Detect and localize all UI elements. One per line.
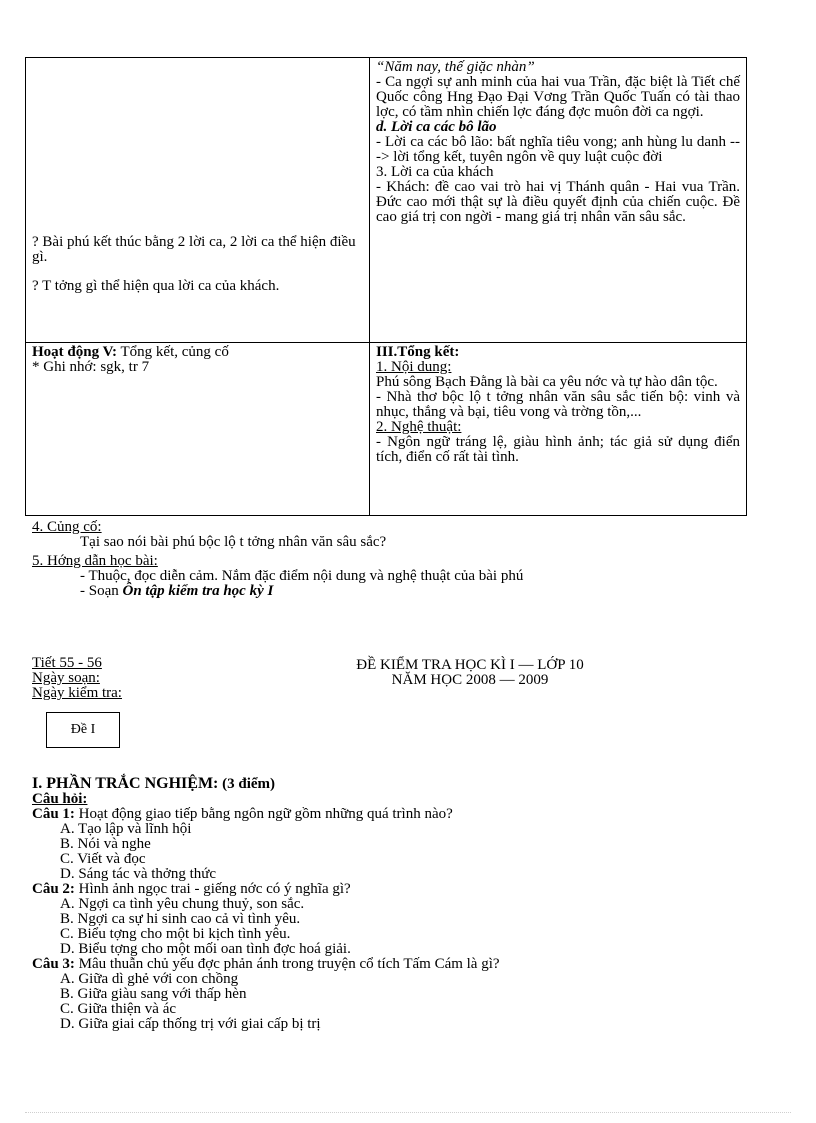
subheading: d. Lời ca các bô lão [376,119,497,135]
answer-option: A. Ngợi ca tình yêu chung thuỷ, son sắc. [60,896,305,912]
paragraph: - Khách: đề cao vai trò hai vị Thánh quân - Hai vua Trần. Đức cao mới thật sự là điều quyết định của chiến cuộc. Đề cao giá trị con ngời - mang giá trị nhân văn sâu sắc. [376,179,740,225]
paragraph: - Ca ngợi sự anh minh của hai vua Trần, đặc biệt là Tiết chế Quốc công Hng Đạo Đại Vơng Trần Quốc Tuấn có tài thao lợc, có tầm nhìn chiến lợc đáng đợc muôn đời ca ngợi. [376,74,740,120]
question-cell [26,58,370,343]
exam-title-line1: ĐỀ KIỂM TRA HỌC KÌ I — LỚP 10 [356,657,584,673]
paragraph: - Lời ca các bô lão: bất nghĩa tiêu vong; anh hùng lu danh ---> lời tổng kết, tuyên ngôn về quy luật cuộc đời [376,134,740,165]
prep-date-label: Ngày soạn: [32,670,100,686]
question-label: Câu 1: [32,806,75,822]
paragraph: - Ngôn ngữ tráng lệ, giàu hình ảnh; tác giả sử dụng điển tích, điển cố rất tài tình. [376,434,740,465]
consolidate-heading: 4. Củng cố: [32,519,102,535]
consolidate-section [32,520,386,550]
answer-option: B. Ngợi ca sự hi sinh cao cả vì tình yêu. [60,911,301,927]
question-text: Hoạt động giao tiếp bằng ngôn ngữ gồm những quá trình nào? [74,806,453,822]
guide-section [32,554,523,599]
activity-title-rest: Tổng kết, củng cố [117,344,229,360]
quiz-question-heading: Câu hỏi: [32,791,88,807]
quiz-section-title: I. PHẦN TRẮC NGHIỆM: [32,775,219,792]
activity-title: Hoạt động V: [32,344,118,360]
summary-cell [370,343,747,516]
answer-option: A. Giữa dì ghẻ với con chồng [60,971,239,987]
guide-line: - Thuộc, đọc diễn cảm. Nắm đặc điểm nội dung và nghệ thuật của bài phú [80,568,524,584]
answer-cell [370,58,747,343]
answer-option: C. Biểu tợng cho một bi kịch tình yêu. [60,926,291,942]
question-1: ? Bài phú kết thúc bằng 2 lời ca, 2 lời ca thể hiện điều gì. [32,233,356,265]
answer-option: B. Nói và nghe [60,836,151,852]
answer-option: D. Biểu tợng cho một mối oan tình đợc hoá giải. [60,941,351,957]
answer-option: B. Giữa giàu sang với thấp hèn [60,986,247,1002]
quiz-section [32,776,792,1032]
question-block [32,882,792,957]
subheading: 1. Nội dung: [376,359,452,375]
answer-option: C. Viết và đọc [60,851,146,867]
answer-option: D. Sáng tác và thởng thức [60,866,217,882]
guide-heading: 5. Hớng dẫn học bài: [32,553,158,569]
question-label: Câu 2: [32,881,75,897]
question-block [32,957,792,1032]
table-row [26,343,747,516]
activity-cell [26,343,370,516]
exam-meta [32,656,122,701]
lesson-table [25,57,747,516]
answer-option: C. Giữa thiện và ác [60,1001,177,1017]
answer-option: D. Giữa giai cấp thống trị với giai cấp bị trị [60,1016,321,1032]
exam-period: Tiết 55 - 56 [32,655,102,671]
exam-title [260,658,680,688]
paragraph: Phú sông Bạch Đằng là bài ca yêu nớc và tự hào dân tộc. [376,374,718,390]
answer-option: A. Tạo lập và lĩnh hội [60,821,192,837]
guide-line-bold: Ôn tập kiểm tra học kỳ I [122,583,274,599]
note-line: * Ghi nhớ: sgk, tr 7 [32,359,150,375]
question-label: Câu 3: [32,956,75,972]
page-divider [25,1112,791,1113]
exam-version-box [46,712,120,748]
question-block [32,807,792,882]
question-text: Mâu thuẫn chủ yếu đợc phản ánh trong truyện cổ tích Tấm Cám là gì? [74,956,500,972]
paragraph: - Nhà thơ bộc lộ t tởng nhân văn sâu sắc tiến bộ: vinh và nhục, thắng và bại, tiêu vong và trờng tồn,... [376,389,740,420]
exam-title-line2: NĂM HỌC 2008 — 2009 [391,672,549,688]
table-row [26,58,747,343]
guide-line-prefix: - Soạn [80,583,123,599]
question-text: Hình ảnh ngọc trai - giếng nớc có ý nghĩa gì? [74,881,351,897]
exam-version-label: Đề I [70,722,96,737]
quote-line: “Năm nay, thế giặc nhàn” [376,59,535,75]
subheading: 3. Lời ca của khách [376,164,494,180]
quiz-points: (3 điểm) [222,776,276,792]
question-2: ? T tởng gì thể hiện qua lời ca của khách. [32,277,280,294]
summary-title: III.Tổng kết: [376,344,460,360]
consolidate-question: Tại sao nói bài phú bộc lộ t tởng nhân văn sâu sắc? [80,534,387,550]
exam-date-label: Ngày kiểm tra: [32,685,122,701]
subheading: 2. Nghệ thuật: [376,419,462,435]
